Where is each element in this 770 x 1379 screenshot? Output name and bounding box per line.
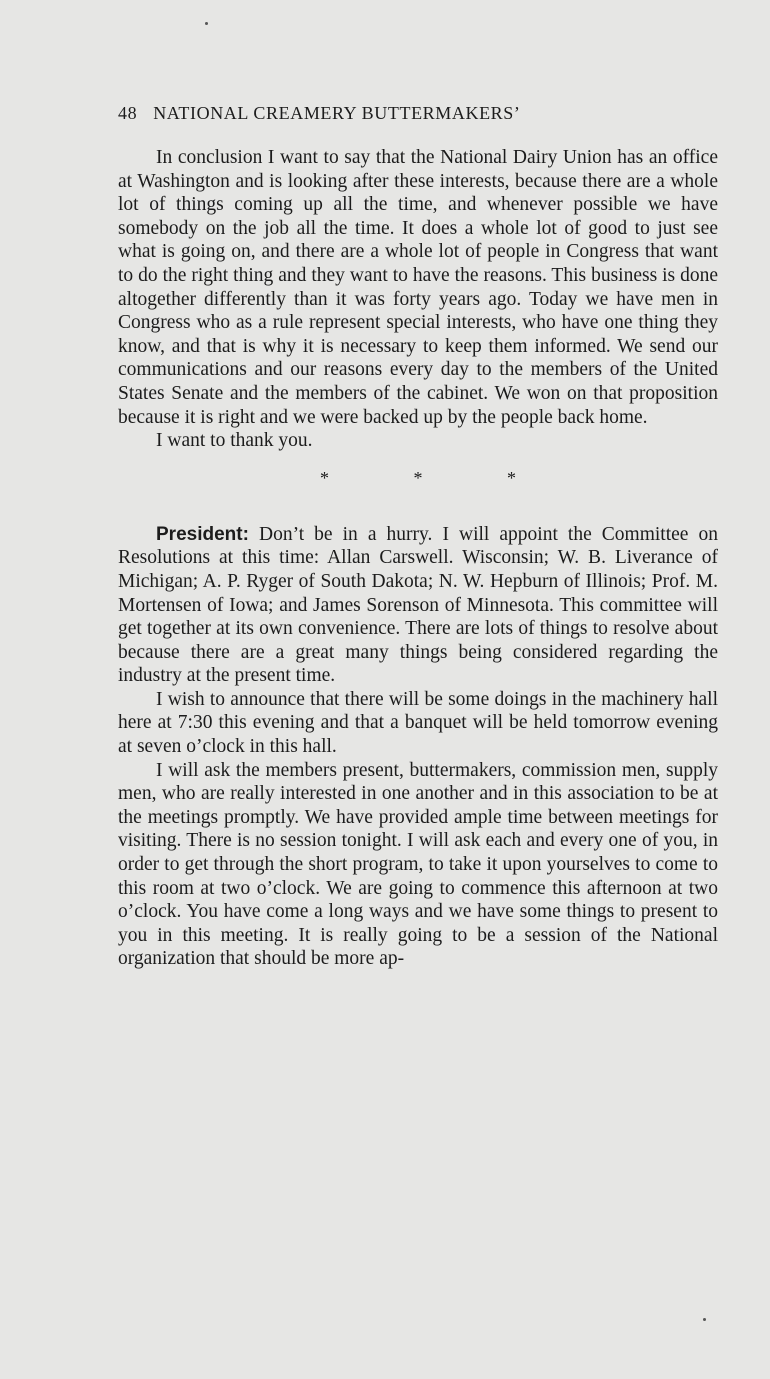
page-number: 48 xyxy=(118,103,138,123)
paragraph-conclusion: In conclusion I want to say that the National Dairy Union has an office at Washington and is looking after these interests, because there are a whole lot of things coming up all the time, and whenever possible we have somebody on the job all the time. It does a whole lot of good to just see what is going on, and there are a whole lot of people in Congress that want to do the right thing and they want to have the reasons. This business is done altogether differently than it was forty years ago. Today we have men in Congress who as a rule represent special interests, who have one thing they know, and that is why it is necessary to keep them informed. We send our communications and our reasons every day to the members of the United States Senate and the members of the cabinet. We won on that proposition because it is right and we were backed up by the people back home. xyxy=(118,147,718,428)
president-remarks: Don’t be in a hurry. I will appoint the Committee on Resolutions at this time: Allan Carswell. Wisconsin; W. B. Liverance of Michigan; A. P. Ryger of South Dakota; N. W. Hepburn of Illinois; Prof. M. Mortensen of Iowa; and James Sorenson of Minnesota. This committee will get together at its own convenience. There are lots of things to resolve about because there are a great many things being considered regarding the industry at the present time. xyxy=(118,523,719,687)
running-title: NATIONAL CREAMERY BUTTERMAKERS’ xyxy=(153,103,521,123)
running-header xyxy=(118,100,718,126)
paragraph-president xyxy=(118,523,718,688)
section-separator: * * * xyxy=(320,467,556,488)
paragraph-request: I will ask the members present, buttermakers, commission men, supply men, who are really interested in one another and in this association to be at the meetings promptly. We have provided ample time between meetings for visiting. There is no session tonight. I will ask each and every one of you, in order to get through the short program, to take it upon yourselves to come to this room at two o’clock. We are going to commence this afternoon at two o’clock. You have come a long ways and we have some things to present to you in this meeting. It is really going to be a session of the National organization that should be more ap- xyxy=(118,759,718,970)
scan-speck xyxy=(205,22,208,25)
body-text xyxy=(118,146,718,971)
paragraph-announcement: I wish to announce that there will be some doings in the machinery hall here at 7:30 this evening and that a banquet will be held tomorrow evening at seven o’clock in this hall. xyxy=(118,688,718,758)
paragraph-thanks: I want to thank you. xyxy=(156,430,313,452)
speaker-label: President: xyxy=(156,523,249,545)
scan-speck xyxy=(703,1318,706,1321)
